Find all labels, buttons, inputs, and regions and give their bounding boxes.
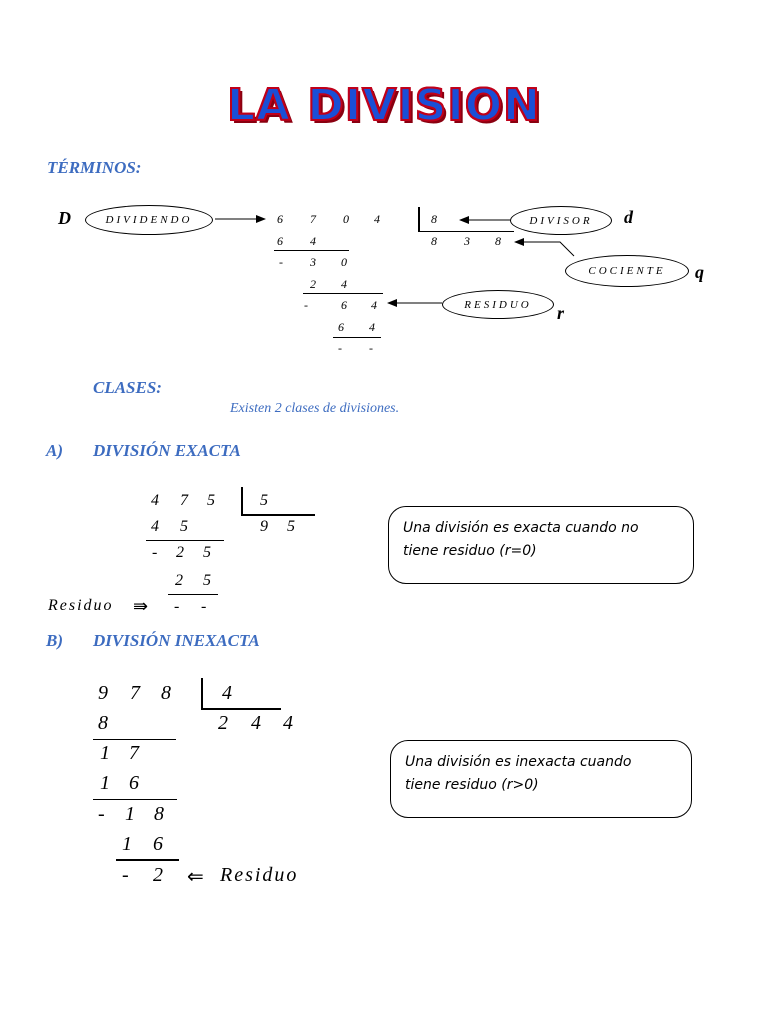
remainder-symbol: r — [557, 303, 565, 323]
quotient-digit: 4 — [251, 712, 261, 734]
step-digit: - — [152, 544, 158, 561]
arrow-cociente — [515, 242, 574, 256]
dividend-digit: 5 — [207, 492, 215, 509]
step-digit: 6 — [338, 320, 344, 334]
step-digit: 4 — [151, 518, 159, 535]
step-digit: - — [201, 598, 207, 615]
quotient-digit: 9 — [260, 518, 268, 535]
step-digit: 1 — [100, 772, 110, 794]
exacta-heading: DIVISIÓN EXACTA — [93, 441, 241, 460]
quotient-digit: 8 — [495, 234, 501, 248]
clases-note: Existen 2 clases de divisiones. — [230, 401, 400, 416]
dividend-digit: 8 — [161, 682, 171, 704]
underline — [116, 859, 179, 861]
page-title: LA DIVISION — [226, 80, 541, 131]
step-digit: 0 — [341, 255, 347, 269]
quotient-digit: 3 — [464, 234, 470, 248]
dividend-digit: 7 — [310, 212, 316, 226]
definition-line: Una división es exacta cuando no — [403, 520, 639, 536]
step-digit: - — [98, 803, 105, 825]
step-digit: 2 — [153, 864, 163, 886]
definition-line: Una división es inexacta cuando — [405, 754, 632, 770]
definition-line: tiene residuo (r=0) — [403, 543, 537, 559]
step-digit: 5 — [203, 572, 211, 589]
step-digit: - — [369, 341, 373, 355]
quotient-digit: 5 — [287, 518, 295, 535]
dividend-symbol: D — [58, 208, 71, 228]
step-digit: 8 — [154, 803, 164, 825]
step-digit: 2 — [310, 277, 316, 291]
step-digit: - — [279, 255, 283, 269]
dividendo-label: DIVIDENDO — [105, 214, 193, 226]
step-digit: 4 — [371, 298, 377, 312]
division-bracket-vertical — [201, 678, 203, 708]
division-bracket-horizontal — [241, 514, 315, 516]
residuo-label: Residuo — [48, 597, 114, 614]
quotient-digit: 2 — [218, 712, 228, 734]
dividend-digit: 4 — [151, 492, 159, 509]
dividend-digit: 6 — [277, 212, 283, 226]
underline — [93, 799, 177, 800]
divisor-value: 8 — [431, 212, 437, 226]
inexacta-label: B) — [46, 631, 63, 650]
step-digit: 2 — [175, 572, 183, 589]
arrow-icon: ⇛ — [133, 596, 149, 617]
definition-line: tiene residuo (r>0) — [405, 777, 539, 793]
step-digit: 8 — [98, 712, 108, 734]
step-digit: 1 — [100, 742, 110, 764]
step-digit: 6 — [129, 772, 139, 794]
step-digit: - — [338, 341, 342, 355]
division-bracket-horizontal — [201, 708, 281, 710]
cociente-label: COCIENTE — [588, 265, 666, 277]
residuo-label: RESIDUO — [464, 298, 532, 311]
divisor-label: DIVISOR — [529, 214, 593, 227]
step-digit: 6 — [153, 833, 163, 855]
step-digit: 3 — [310, 255, 316, 269]
divisor-symbol: d — [624, 207, 633, 227]
dividend-digit: 9 — [98, 682, 108, 704]
inexacta-heading: DIVISIÓN INEXACTA — [93, 631, 260, 650]
clases-heading: CLASES: — [93, 378, 162, 397]
dividend-digit: 7 — [130, 682, 140, 704]
step-digit: 4 — [310, 234, 316, 248]
quotient-digit: 4 — [283, 712, 293, 734]
step-digit: - — [122, 864, 129, 886]
underline — [168, 594, 218, 595]
dividend-digit: 0 — [343, 212, 349, 226]
step-digit: 2 — [176, 544, 184, 561]
underline — [146, 540, 224, 541]
step-digit: - — [304, 298, 308, 312]
step-digit: 4 — [341, 277, 347, 291]
step-digit: 5 — [203, 544, 211, 561]
dividend-digit: 4 — [374, 212, 380, 226]
step-digit: 1 — [125, 803, 135, 825]
residuo-label: Residuo — [220, 864, 299, 886]
arrow-icon: ⇐ — [187, 864, 204, 888]
step-digit: - — [174, 598, 180, 615]
step-digit: 6 — [341, 298, 347, 312]
quotient-digit: 8 — [431, 234, 437, 248]
underline — [93, 739, 176, 740]
step-digit: 7 — [129, 742, 139, 764]
exacta-label: A) — [46, 441, 63, 460]
exacta-definition-box — [388, 506, 694, 584]
dividend-digit: 7 — [180, 492, 188, 509]
step-digit: 4 — [369, 320, 375, 334]
step-digit: 1 — [122, 833, 132, 855]
inexacta-definition-box — [390, 740, 692, 818]
terminos-heading: TÉRMINOS: — [47, 158, 142, 177]
division-bracket-vertical — [241, 487, 243, 514]
divisor-value: 5 — [260, 492, 268, 509]
divisor-value: 4 — [222, 682, 232, 704]
step-digit: 6 — [277, 234, 283, 248]
step-digit: 5 — [180, 518, 188, 535]
quotient-symbol: q — [695, 262, 704, 282]
